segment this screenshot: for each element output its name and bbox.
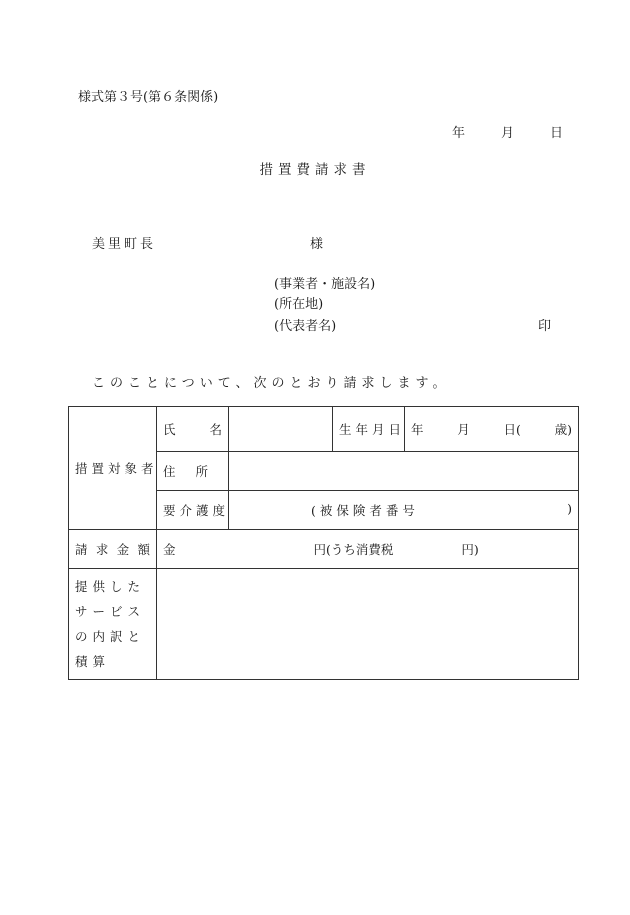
insured-label: (被保険者番号: [311, 503, 419, 518]
date-day: 日: [550, 126, 564, 141]
address-field[interactable]: [229, 452, 579, 491]
name-label: 氏 名: [157, 407, 229, 452]
birth-month-unit: 月: [457, 422, 470, 437]
table-row: [69, 407, 579, 452]
amount-header: 請 求 金 額: [69, 530, 157, 569]
date-year: 年: [452, 126, 466, 141]
table-row: [69, 530, 579, 569]
document-title: 措置費請求書: [259, 162, 371, 178]
details-header: 提供したサービスの内訳と積算: [69, 569, 157, 680]
birth-age-unit: 歳): [554, 422, 572, 437]
honorific: 様: [310, 237, 324, 252]
address-label: (所在地): [274, 297, 324, 312]
form-number: 様式第３号(第６条関係): [78, 90, 219, 105]
birth-label: 生年月日: [333, 407, 405, 452]
details-field[interactable]: [157, 569, 579, 680]
table-row: [69, 569, 579, 680]
care-level-label: 要介護度: [157, 491, 229, 530]
date-month: 月: [501, 126, 515, 141]
representative-label: (代表者名): [274, 319, 337, 334]
address-label-cell: 住 所: [157, 452, 229, 491]
birth-day-unit: 日(: [503, 422, 521, 437]
amount-tax-label: 円): [461, 542, 479, 557]
name-field[interactable]: [229, 407, 333, 452]
facility-label: (事業者・施設名): [274, 277, 376, 292]
insured-number-field[interactable]: [229, 491, 579, 530]
subject-header: 措置対象者: [69, 407, 157, 530]
seal-mark: 印: [538, 319, 552, 334]
date-line: [452, 122, 563, 141]
birth-field[interactable]: [405, 407, 579, 452]
amount-yen-label: 円(うち消費税: [313, 542, 394, 557]
amount-field[interactable]: [157, 530, 579, 569]
claim-table: [68, 406, 579, 680]
amount-prefix: 金: [163, 542, 176, 557]
birth-year-unit: 年: [411, 422, 424, 437]
addressee: 美里町長: [92, 237, 157, 252]
insured-close: ): [567, 501, 572, 516]
request-statement: このことについて、次のとおり請求します。: [92, 376, 451, 391]
